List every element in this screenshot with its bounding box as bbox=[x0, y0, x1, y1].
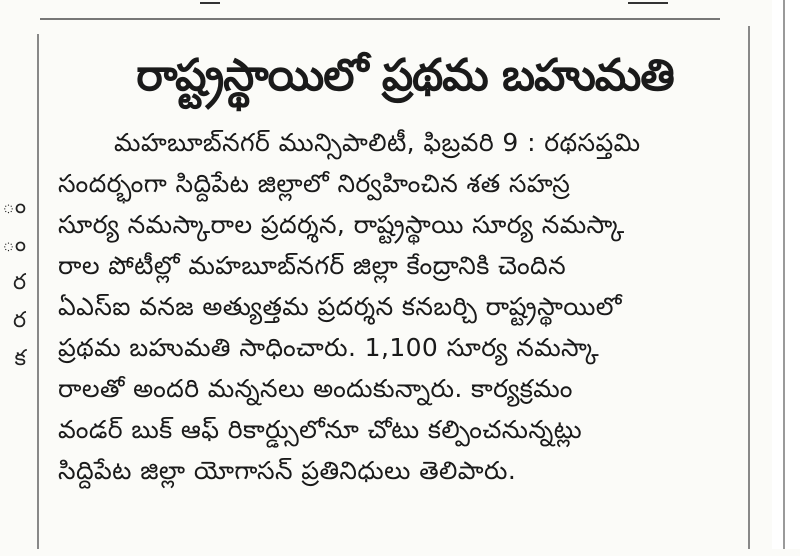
article-headline: రాష్ట్రస్థాయిలో ప్రథమ బహుమతి bbox=[136, 50, 674, 101]
body-line: ఏఎస్ఐ వనజ అత్యుత్తమ ప్రదర్శన కనబర్చి రాష్ట్రస్థాయిలో bbox=[58, 292, 622, 321]
body-line: రాల పోటీల్లో మహబూబ్‌నగర్ జిల్లా కేంద్రానికి చెందిన bbox=[58, 251, 567, 280]
body-line: సందర్భంగా సిద్దిపేట జిల్లాలో నిర్వహించిన శత సహస్ర bbox=[58, 169, 571, 198]
body-line: వండర్ బుక్ ఆఫ్ రికార్డ్సులోనూ చోటు కల్పించనున్నట్లు bbox=[58, 415, 583, 444]
left-fragment: ర bbox=[12, 308, 26, 333]
adjacent-column-fragments bbox=[0, 188, 26, 378]
left-fragment: క bbox=[14, 346, 26, 371]
article-body bbox=[58, 122, 746, 491]
body-line: రాలతో అందరి మన్ననలు అందుకున్నారు. కార్యక్రమం bbox=[58, 374, 573, 403]
page-edge-divider bbox=[783, 0, 785, 549]
left-fragment: ం bbox=[2, 232, 26, 257]
body-line: సిద్దిపేట జిల్లా యోగాసన్ ప్రతినిధులు తెలిపారు. bbox=[58, 456, 517, 485]
left-column-divider bbox=[37, 34, 39, 549]
top-clipped-fragment-right bbox=[628, 0, 668, 4]
next-article-headline-clipped bbox=[110, 536, 670, 556]
page-edge-strip bbox=[772, 0, 800, 549]
top-divider bbox=[40, 18, 720, 20]
left-fragment: ర bbox=[12, 270, 26, 295]
body-line: మహబూబ్‌నగర్ మున్సిపాలిటీ, ఫిబ్రవరి 9 : రథసప్తమి bbox=[114, 128, 641, 157]
body-line: ప్రథమ బహుమతి సాధించారు. 1,100 సూర్య నమస్కా bbox=[58, 333, 600, 362]
left-fragment: ం bbox=[2, 194, 26, 219]
body-line: సూర్య నమస్కారాల ప్రదర్శన, రాష్ట్రస్థాయి సూర్య నమస్కా bbox=[58, 210, 625, 239]
top-clipped-fragment-left bbox=[200, 0, 220, 4]
